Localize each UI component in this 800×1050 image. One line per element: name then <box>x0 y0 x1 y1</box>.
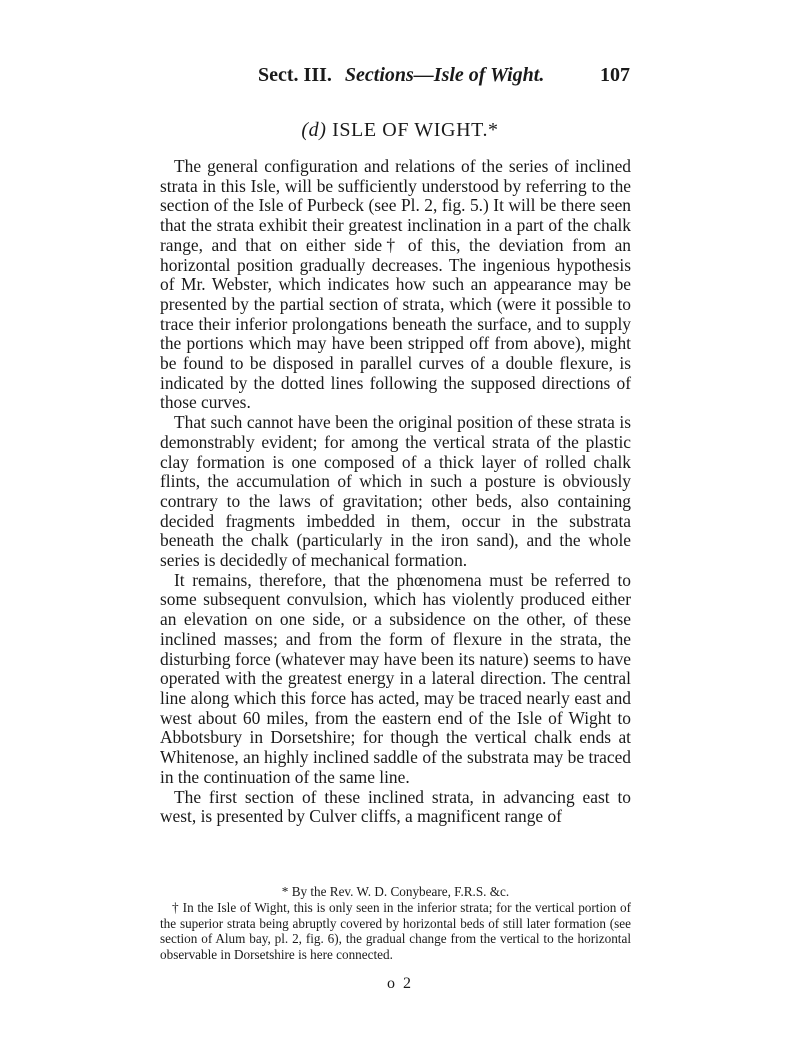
footnotes <box>160 884 631 962</box>
section-heading-text: ISLE OF WIGHT.* <box>332 119 499 141</box>
section-heading-letter: (d) <box>301 119 327 141</box>
paragraph-culver-cliffs: The first section of these inclined strata, in advancing east to west, is presented by Culver cliffs, a magnificent range of <box>160 786 631 827</box>
running-head <box>258 62 630 88</box>
running-head-title: Sections—Isle of Wight. <box>344 64 545 86</box>
paragraph-configuration: The general configuration and relations of the series of inclined strata in this Isle, will be sufficiently understood by referring to the section of the Isle of Purbeck (see Pl. 2, fig. 5.) It will be there seen that the strata exhibit their greatest inclination in a part of the chalk range, and that on either side† of this, the deviation from an horizontal position gradually decreases. The ingenious hypothesis of Mr. Webster, which indicates how such an appearance may be presented by the partial section of strata, which (were it possible to trace their inferior prolongations beneath the surface, and to supply the portions which may have been stripped off from above), might be found to be disposed in parallel curves of a double flexure, is indicated by the dotted lines following the supposed directions of those curves. <box>160 156 631 413</box>
footnote-author: * By the Rev. W. D. Conybeare, F.R.S. &c. <box>281 884 510 899</box>
footnote-dagger: † In the Isle of Wight, this is only seen in the inferior strata; for the vertical portion of the superior strata being abruptly covered by horizontal beds of still later formation (see section of Alum bay, pl. 2, fig. 6), the gradual change from the vertical to the horizontal observable in Dorsetshire is here connected. <box>160 900 631 962</box>
page-number: 107 <box>600 64 630 86</box>
paragraph-original-position: That such cannot have been the original position of these strata is demonstrably evident; for among the vertical strata of the plastic clay formation is one composed of a thick layer of rolled chalk flints, the accumulation of which in such a posture is obviously contrary to the laws of gravitation; other beds, also containing decided fragments imbedded in them, occur in the substrata beneath the chalk (particularly in the iron sand), and the whole series is decidedly of mechanical formation. <box>160 412 631 571</box>
signature-mark: o 2 <box>387 975 413 992</box>
body-text <box>160 157 631 827</box>
section-heading <box>0 117 800 143</box>
paragraph-convulsion: It remains, therefore, that the phœnomena must be referred to some subsequent convulsion, which has violently produced either an elevation on one side, or a subsidence on the other, of these inclined masses; and from the form of flexure in the strata, the disturbing force (whatever may have been its nature) seems to have operated with the greatest energy in a lateral direction. The central line along which this force has acted, may be traced nearly east and west about 60 miles, from the eastern end of the Isle of Wight to Abbotsbury in Dorsetshire; for though the vertical chalk ends at Whitenose, an highly inclined saddle of the substrata may be traced in the continuation of the same line. <box>160 569 631 787</box>
running-head-section: Sect. III. <box>258 64 332 86</box>
